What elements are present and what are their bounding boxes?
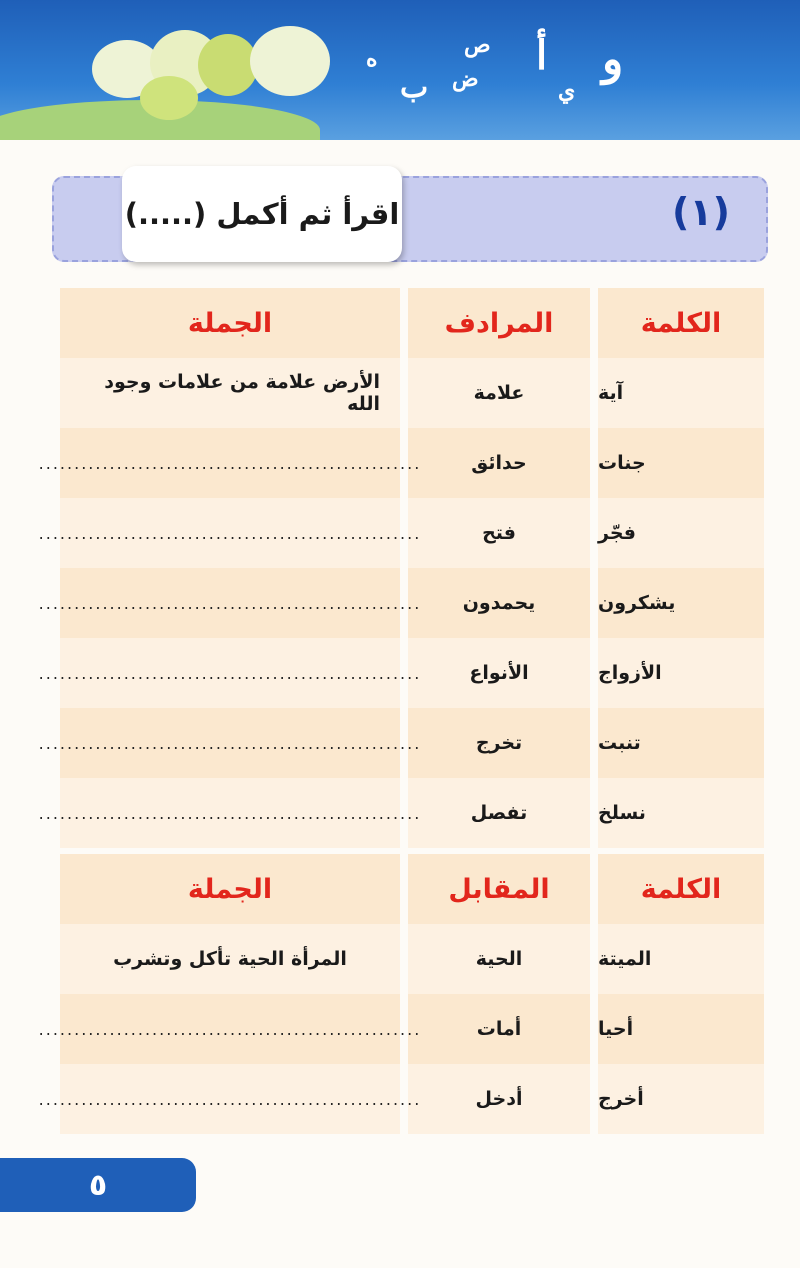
- header-letter: و: [602, 34, 624, 85]
- antonym-cell: أمات: [400, 994, 590, 1064]
- column-header-antonym: المقابل: [400, 854, 590, 924]
- synonym-cell: الأنواع: [400, 638, 590, 708]
- synonym-cell: حدائق: [400, 428, 590, 498]
- decorative-letters: [340, 20, 660, 110]
- sentence-blank-field[interactable]: ......................................................: [38, 523, 422, 543]
- sentence-blank-field[interactable]: ......................................................: [38, 1019, 422, 1039]
- table-header-row: [60, 854, 764, 924]
- synonym-cell: فتح: [400, 498, 590, 568]
- antonym-cell: أدخل: [400, 1064, 590, 1134]
- synonym-cell: علامة: [400, 358, 590, 428]
- word-text: يشكرون: [598, 592, 676, 614]
- word-cell: [590, 994, 764, 1064]
- word-text: الميتة: [598, 948, 652, 970]
- table-row: [60, 358, 764, 428]
- word-text: آية: [598, 382, 624, 404]
- word-cell: [590, 568, 764, 638]
- word-cell: [590, 1064, 764, 1134]
- table-row: [38, 498, 764, 568]
- word-cell: [590, 428, 764, 498]
- column-header-word: الكلمة: [590, 854, 764, 924]
- synonyms-table: [38, 288, 764, 848]
- exercise-number: (١): [672, 190, 730, 234]
- header-letter: ض: [452, 66, 479, 92]
- header-letter: ه: [366, 46, 378, 72]
- exercise-instruction: اقرأ ثم أكمل (.....): [124, 197, 400, 231]
- column-header-synonym: المرادف: [400, 288, 590, 358]
- table-row: [38, 428, 764, 498]
- synonym-cell: تخرج: [400, 708, 590, 778]
- instruction-box: [122, 166, 402, 262]
- word-text: جنات: [598, 452, 646, 474]
- header-letter: ب: [400, 70, 429, 105]
- header-letter: أ: [536, 32, 548, 79]
- header-letter: ص: [464, 32, 491, 58]
- header-letter: ي: [558, 78, 576, 104]
- page-number-tab: [0, 1158, 196, 1212]
- table-row: [38, 994, 764, 1064]
- sentence-cell: المرأة الحية تأكل وتشرب: [113, 948, 347, 970]
- word-cell: [590, 638, 764, 708]
- word-text: فجّر: [598, 522, 636, 544]
- antonym-cell: الحية: [400, 924, 590, 994]
- table-row: [60, 924, 764, 994]
- table-row: [38, 638, 764, 708]
- sentence-blank-field[interactable]: ......................................................: [38, 593, 422, 613]
- tree-illustration: [140, 76, 198, 120]
- tree-illustration: [198, 34, 258, 96]
- word-cell: [590, 358, 764, 428]
- word-text: الأزواج: [598, 662, 662, 684]
- word-cell: [590, 778, 764, 848]
- word-text: أحيا: [598, 1018, 634, 1040]
- table-row: [38, 568, 764, 638]
- column-header-sentence: الجملة: [187, 873, 273, 905]
- sentence-blank-field[interactable]: ......................................................: [38, 663, 422, 683]
- word-text: نسلخ: [598, 802, 646, 824]
- column-header-word: الكلمة: [590, 288, 764, 358]
- table-row: [38, 778, 764, 848]
- antonyms-table: [38, 854, 764, 1134]
- sentence-blank-field[interactable]: ......................................................: [38, 733, 422, 753]
- table-row: [38, 708, 764, 778]
- word-cell: [590, 498, 764, 568]
- sentence-cell: الأرض علامة من علامات وجود الله: [104, 371, 380, 415]
- word-cell: [590, 924, 764, 994]
- sentence-blank-field[interactable]: ......................................................: [38, 803, 422, 823]
- page-number: ٥: [88, 1167, 108, 1203]
- synonym-cell: يحمدون: [400, 568, 590, 638]
- tree-illustration: [250, 26, 330, 96]
- word-text: أخرج: [598, 1088, 644, 1110]
- sentence-blank-field[interactable]: ......................................................: [38, 453, 422, 473]
- word-text: تنبت: [598, 732, 641, 754]
- word-cell: [590, 708, 764, 778]
- synonym-cell: تفصل: [400, 778, 590, 848]
- column-header-sentence: الجملة: [187, 307, 273, 339]
- sentence-blank-field[interactable]: ......................................................: [38, 1089, 422, 1109]
- table-row: [38, 1064, 764, 1134]
- page-header: [0, 0, 800, 140]
- table-header-row: [60, 288, 764, 358]
